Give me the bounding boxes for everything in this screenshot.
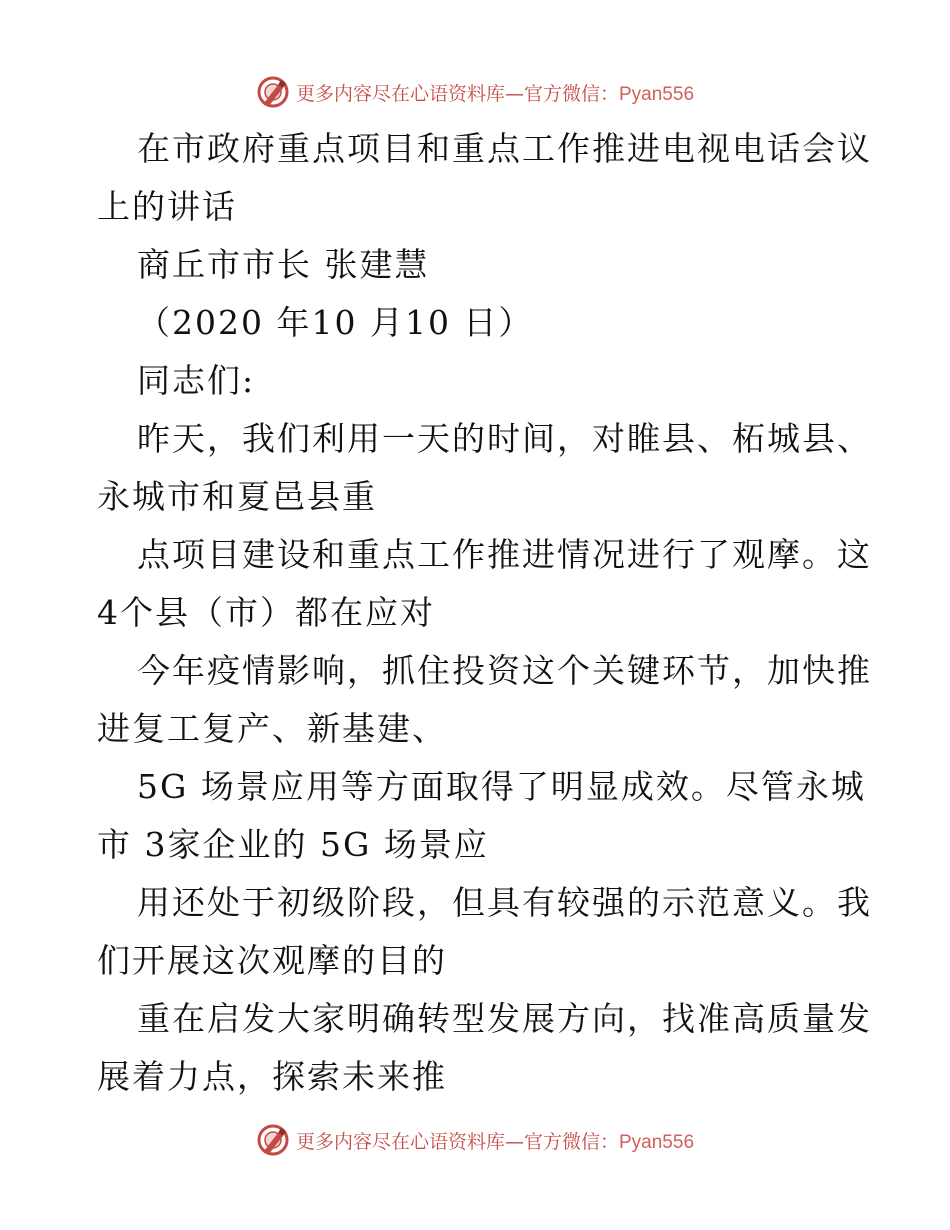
- watermark-text: [296, 79, 694, 106]
- watermark-label: 更多内容尽在心语资料库—官方微信：: [295, 82, 619, 105]
- document-line: 进复工复产、新基建、: [97, 709, 447, 748]
- document-line: 们开展这次观摩的目的: [97, 941, 447, 980]
- document-line: 用还处于初级阶段，但具有较强的示范意义。我: [137, 883, 872, 922]
- document-body: [97, 120, 872, 1106]
- watermark-text: [296, 1127, 694, 1154]
- document-line: 同志们:: [137, 361, 256, 400]
- document-line: 5G 场景应用等方面取得了明显成效。尽管永城: [137, 767, 866, 806]
- watermark-wechat-id: Pyan556: [619, 83, 695, 105]
- watermark-footer: [0, 1120, 950, 1160]
- document-line: 商丘市市长 张建慧: [137, 245, 430, 284]
- pen-nib-circle-icon: [256, 75, 290, 109]
- document-line: 点项目建设和重点工作推进情况进行了观摩。这: [137, 535, 872, 574]
- document-line: 重在启发大家明确转型发展方向，找准高质量发: [137, 999, 872, 1038]
- document-line: 上的讲话: [97, 187, 237, 226]
- document-line: 市 3家企业的 5G 场景应: [97, 825, 489, 864]
- watermark-wechat-id: Pyan556: [619, 1131, 695, 1153]
- pen-nib-circle-icon: [256, 1123, 290, 1157]
- document-line: 展着力点，探索未来推: [97, 1057, 447, 1096]
- document-line: （2020 年10 月10 日）: [137, 303, 534, 342]
- document-line: 永城市和夏邑县重: [97, 477, 377, 516]
- watermark-header: [0, 72, 950, 112]
- document-line: 4个县（市）都在应对: [97, 593, 435, 632]
- document-line: 昨天，我们利用一天的时间，对睢县、柘城县、: [137, 419, 872, 458]
- watermark-label: 更多内容尽在心语资料库—官方微信：: [295, 1130, 619, 1153]
- document-line: 在市政府重点项目和重点工作推进电视电话会议: [137, 129, 872, 168]
- document-line: 今年疫情影响，抓住投资这个关键环节，加快推: [137, 651, 872, 690]
